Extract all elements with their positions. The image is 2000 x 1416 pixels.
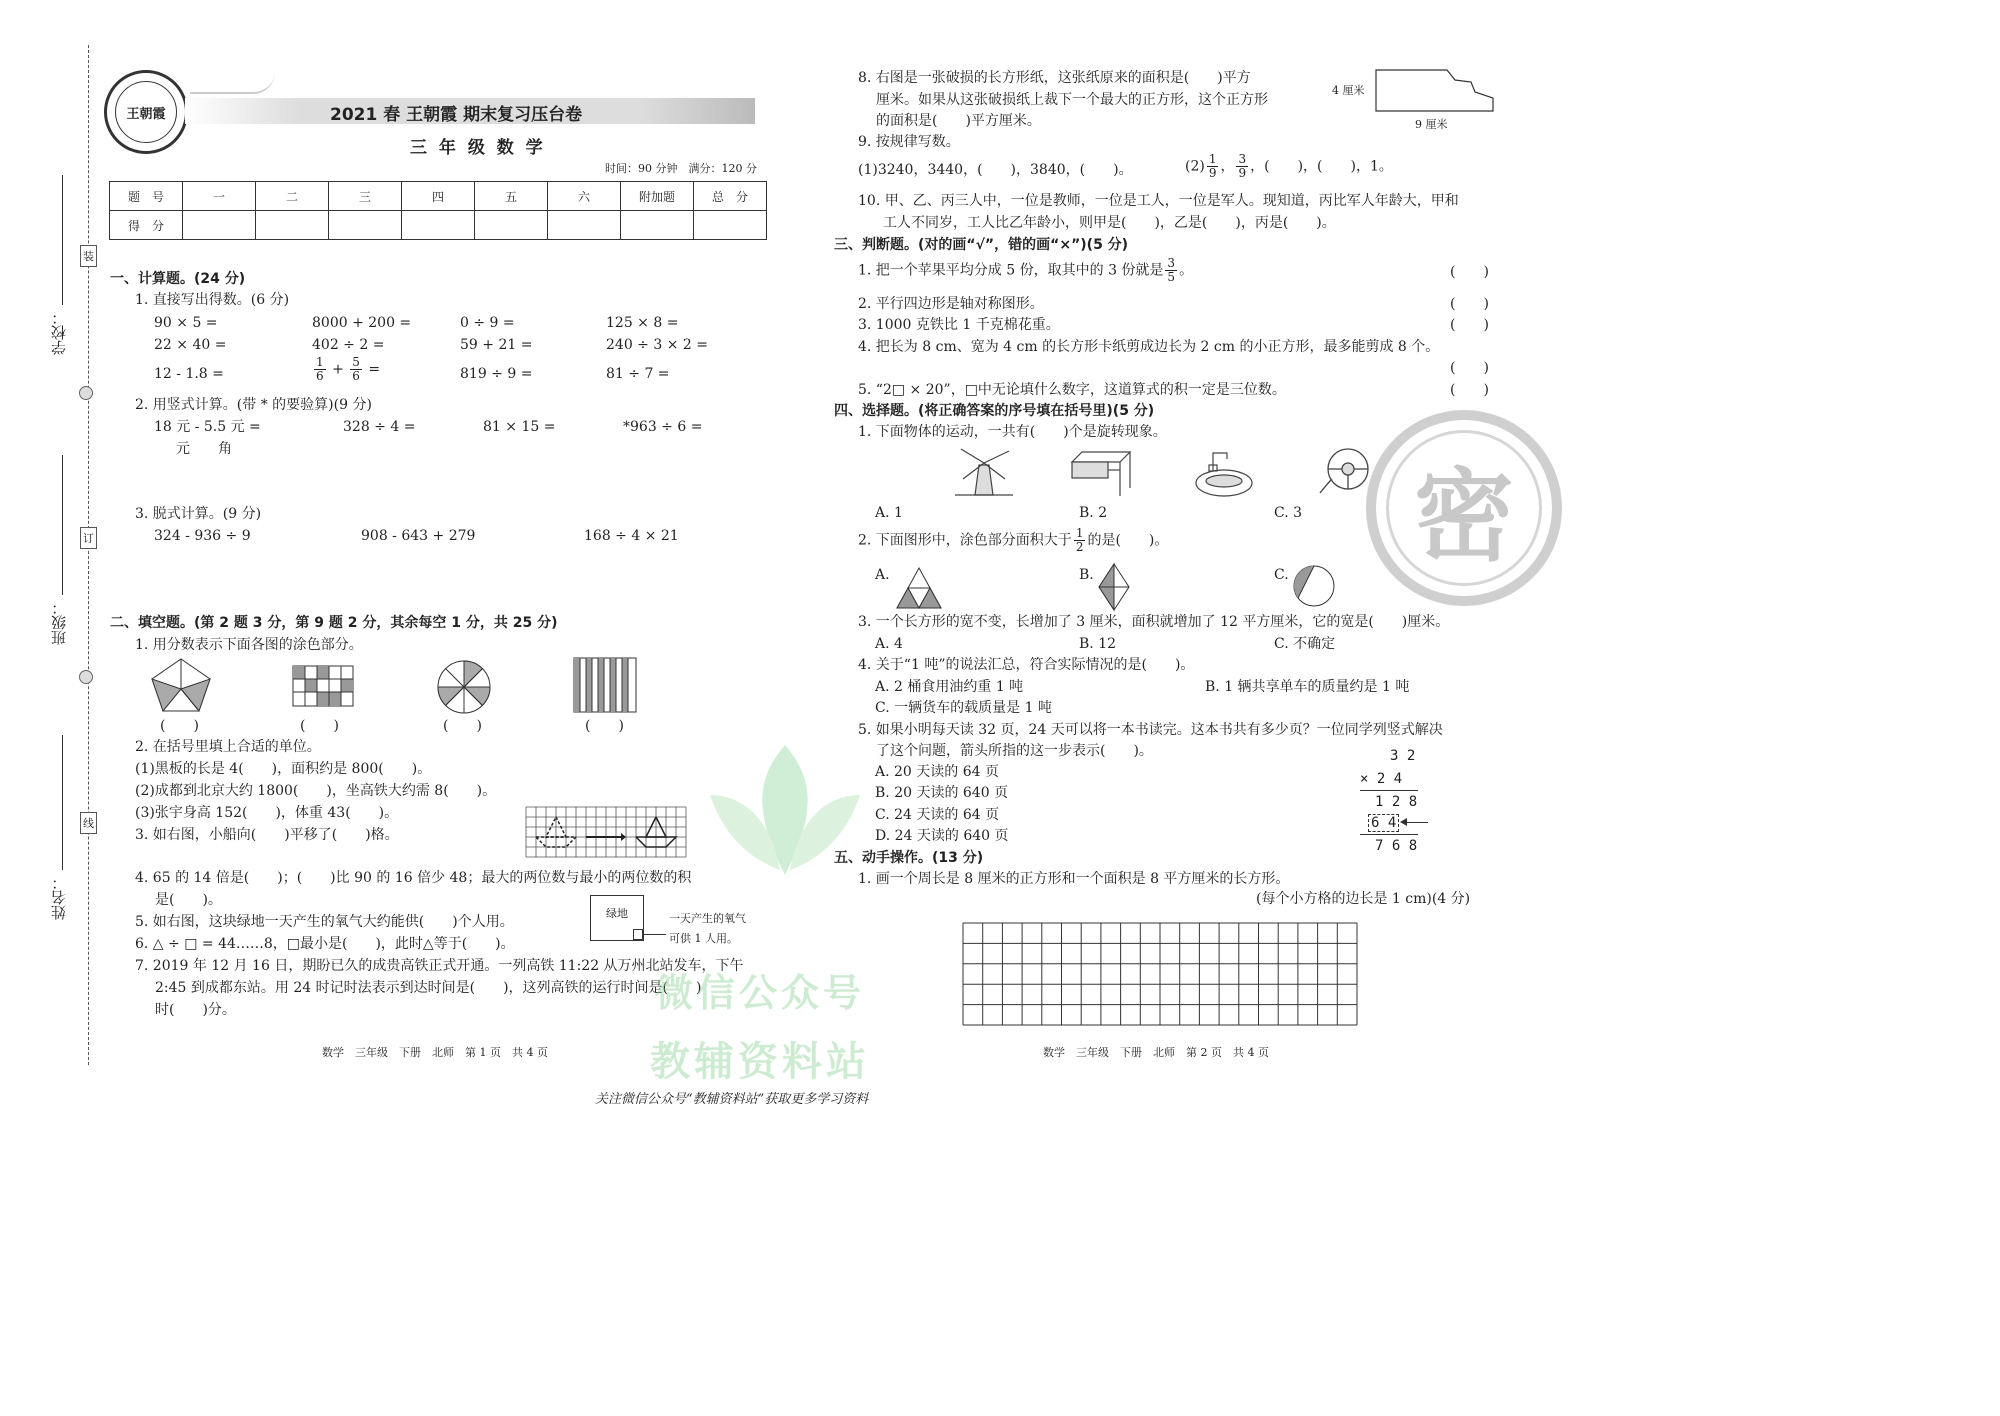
choice-option[interactable]: A. 1 xyxy=(875,505,903,521)
calc-item: 402 ÷ 2 = xyxy=(312,337,385,353)
score-table xyxy=(109,181,767,240)
s2-q7-line1: 7. 2019 年 12 月 16 日，期盼已久的成贵高铁正式开通。一列高铁 11:22 从万州北站发车，下午 xyxy=(135,958,744,974)
score-cell[interactable] xyxy=(402,211,475,240)
footer-page-1: 数学 三年级 下册 北师 第 1 页 共 4 页 xyxy=(322,1046,548,1059)
choice-3: 3. 一个长方形的宽不变，长增加了 3 厘米，面积就增加了 12 平方厘米，它的宽是( )厘米。 xyxy=(858,614,1450,630)
s2-q1: 1. 用分数表示下面各图的涂色部分。 xyxy=(135,637,363,653)
class-line xyxy=(62,455,63,595)
bottom-note: 关注微信公众号“教辅资料站”获取更多学习资料 xyxy=(595,1092,869,1107)
windmill-image-icon xyxy=(953,445,1015,497)
calc-item: 90 × 5 = xyxy=(154,315,218,331)
q10-line1: 10. 甲、乙、丙三人中，一位是教师，一位是工人，一位是军人。现知道，丙比军人年龄大，甲和 xyxy=(858,193,1459,209)
answer-blank[interactable]: ( ) xyxy=(300,718,339,734)
s2-q2a: (1)黑板的长是 4( )，面积约是 800( )。 xyxy=(135,761,432,777)
judge-1 xyxy=(858,257,1193,284)
calc-item: 59 + 21 = xyxy=(460,337,533,353)
score-cell[interactable] xyxy=(329,211,402,240)
section-5-title: 五、动手操作。(13 分) xyxy=(834,850,984,866)
oxygen-note-1: 一天产生的氧气 xyxy=(669,912,746,925)
score-cell[interactable] xyxy=(256,211,329,240)
drawing-grid[interactable] xyxy=(962,922,1358,1026)
score-table-header: 总 分 xyxy=(694,182,767,211)
denominator: 6 xyxy=(316,369,324,383)
choice-5-line1: 5. 如果小明每天读 32 页，24 天可以将一本书读完。这本书共有多少页？一位同学列竖式解决 xyxy=(858,722,1443,738)
calc-item: 819 ÷ 9 = xyxy=(460,366,533,382)
calc-item: 12 - 1.8 = xyxy=(154,366,224,382)
operation-1: 1. 画一个周长是 8 厘米的正方形和一个面积是 8 平方厘米的长方形。 xyxy=(858,871,1290,887)
vertical-mult-row: 1 2 8 xyxy=(1375,794,1418,810)
numerator: 3 xyxy=(1238,152,1247,166)
torn-paper-figure xyxy=(1375,68,1497,114)
vertical-calc-item: 18 元 - 5.5 元 = xyxy=(154,419,261,435)
operation-1-note: (每个小方格的边长是 1 cm)(4 分) xyxy=(1256,891,1471,907)
score-table-header: 附加题 xyxy=(621,182,694,211)
vertical-mult-line xyxy=(1360,790,1418,791)
binding-hole-icon xyxy=(79,670,93,684)
q9-part2-prefix: (2) xyxy=(1185,158,1205,175)
calc-item: 0 ÷ 9 = xyxy=(460,315,515,331)
binding-mark-xian: 线 xyxy=(80,812,97,834)
grid-rectangle-figure xyxy=(292,665,354,707)
circle-shape-figure xyxy=(1292,564,1336,608)
vertical-calc-item: *963 ÷ 6 = xyxy=(623,419,703,435)
judge-3: 3. 1000 克铁比 1 千克棉花重。 xyxy=(858,317,1060,333)
numerator: 1 xyxy=(1208,152,1217,166)
boat-translation-grid xyxy=(525,806,687,858)
vertical-mult-row: × 2 4 xyxy=(1360,771,1403,787)
answer-unit: 元 角 xyxy=(176,441,232,457)
vertical-calc-item: 81 × 15 = xyxy=(483,419,556,435)
score-cell[interactable] xyxy=(694,211,767,240)
numerator: 3 xyxy=(1167,256,1176,270)
denominator: 6 xyxy=(352,369,360,383)
q8-line2: 厘米。如果从这张破损纸上裁下一个最大的正方形，这个正方形 xyxy=(876,92,1268,108)
judge-answer-paren[interactable]: ( ) xyxy=(1450,382,1489,398)
watermark-logo-icon xyxy=(700,735,870,885)
watermark-line-2: 教辅资料站 xyxy=(650,1039,870,1085)
s2-q7-line2: 2:45 到成都东站。用 24 时记时法表示到达时间是( )，这列高铁的运行时间是( ) xyxy=(155,980,702,996)
denominator: 9 xyxy=(1238,166,1247,180)
footer-page-2: 数学 三年级 下册 北师 第 2 页 共 4 页 xyxy=(1043,1046,1269,1059)
mixed-calc-item: 908 - 643 + 279 xyxy=(361,528,476,544)
choice-option[interactable]: B. 1 辆共享单车的质量约是 1 吨 xyxy=(1205,679,1410,695)
s2-q6: 6. △ ÷ □ = 44……8，□最小是( )，此时△等于( )。 xyxy=(135,936,515,952)
choice-option[interactable]: A. 20 天读的 64 页 xyxy=(875,764,999,780)
q8-line1: 8. 右图是一张破损的长方形纸，这张纸原来的面积是( )平方 xyxy=(858,70,1251,86)
option-label[interactable]: C. xyxy=(1274,567,1289,583)
q9: 9. 按规律写数。 xyxy=(858,134,960,150)
answer-blank[interactable]: ( ) xyxy=(443,718,482,734)
judge-5: 5. “2□ × 20”，□中无论填什么数字，这道算式的积一定是三位数。 xyxy=(858,382,1286,398)
name-label: 姓名： xyxy=(50,875,68,920)
s1-q1: 1. 直接写出得数。(6 分) xyxy=(135,292,290,308)
calc-item: 125 × 8 = xyxy=(606,315,679,331)
choice-2 xyxy=(858,527,1168,554)
pentagon-figure xyxy=(150,657,212,713)
choice-1: 1. 下面物体的运动，一共有( )个是旋转现象。 xyxy=(858,424,1167,440)
q9-part1: (1)3240，3440，( )，3840，( )。 xyxy=(858,162,1133,178)
school-line xyxy=(62,175,63,305)
choice-option[interactable]: B. 2 xyxy=(1079,505,1108,521)
name-line xyxy=(62,735,63,870)
judge-1-text: 1. 把一个苹果平均分成 5 份，取其中的 3 份就是 xyxy=(858,262,1164,279)
judge-answer-paren[interactable]: ( ) xyxy=(1450,317,1489,333)
class-label: 班级： xyxy=(50,600,68,645)
watermark-line-1: 微信公众号 xyxy=(655,971,866,1015)
choice-5-line2: 了这个问题，箭头所指的这一步表示( )。 xyxy=(876,743,1153,759)
operator: + xyxy=(332,361,344,378)
section-3-title: 三、判断题。(对的画“√”，错的画“×”)(5 分) xyxy=(834,237,1129,253)
score-cell[interactable] xyxy=(183,211,256,240)
denominator: 9 xyxy=(1208,166,1217,180)
score-table-header: 一 xyxy=(183,182,256,211)
binding-mark-ding: 订 xyxy=(80,527,97,549)
s2-q3: 3. 如右图，小船向( )平移了( )格。 xyxy=(135,827,399,843)
choice-4: 4. 关于“1 吨”的说法汇总，符合实际情况的是( )。 xyxy=(858,657,1195,673)
choice-option[interactable]: A. 4 xyxy=(875,636,903,652)
calc-item: 8000 + 200 = xyxy=(312,315,412,331)
choice-2-end: 的是( )。 xyxy=(1087,532,1169,549)
score-table-header: 题 号 xyxy=(110,182,183,211)
exam-title: 2021 春 王朝霞 期末复习压台卷 xyxy=(330,105,583,125)
green-area-label: 绿地 xyxy=(606,907,628,920)
score-table-header: 四 xyxy=(402,182,475,211)
paper-width-label: 9 厘米 xyxy=(1415,118,1448,131)
oxygen-note-2: 可供 1 人用。 xyxy=(669,932,738,945)
score-table-header: 六 xyxy=(548,182,621,211)
calc-item-fraction xyxy=(312,356,380,383)
score-cell[interactable] xyxy=(475,211,548,240)
q10-line2: 工人不同岁，工人比乙年龄小，则甲是( )，乙是( )，丙是( )。 xyxy=(883,215,1336,231)
ribbon-decoration xyxy=(190,72,275,94)
q9-part2-suffix: ，( )，( )，1。 xyxy=(1250,158,1393,175)
judge-answer-paren[interactable]: ( ) xyxy=(1450,296,1489,312)
school-label: 学校： xyxy=(50,310,68,355)
s2-q4-line1: 4. 65 的 14 倍是( )；( )比 90 的 16 倍少 48；最大的两位数与最小的两位数的积 xyxy=(135,870,692,886)
s2-q7-line3: 时( )分。 xyxy=(155,1002,236,1018)
binding-mark-zhuang: 装 xyxy=(80,245,97,267)
score-table-header: 二 xyxy=(256,182,329,211)
pointer-line xyxy=(642,934,666,935)
logo-text: 王朝霞 xyxy=(115,81,177,143)
denominator: 2 xyxy=(1075,540,1084,554)
exam-subtitle: 三 年 级 数 学 xyxy=(410,138,546,158)
score-table-header: 三 xyxy=(329,182,402,211)
circle-sectors-figure xyxy=(436,659,492,715)
brand-logo xyxy=(104,70,188,154)
triangle-shape-figure xyxy=(895,566,943,610)
s2-q4-line2: 是( )。 xyxy=(155,892,222,908)
choice-option[interactable]: A. 2 桶食用油约重 1 吨 xyxy=(875,679,1024,695)
section-4-title: 四、选择题。(将正确答案的序号填在括号里)(5 分) xyxy=(834,403,1155,419)
q9-part2: (2) $\frac{1}{9}$ ， $\frac{3}{9}$ ，( )，( )，1。 xyxy=(1185,152,1393,180)
judge-4: 4. 把长为 8 cm、宽为 4 cm 的长方形卡纸剪成边长为 2 cm 的小正方形，最多能剪成 8 个。 xyxy=(858,339,1440,355)
section-1-title: 一、计算题。(24 分) xyxy=(110,271,246,287)
judge-answer-paren[interactable]: ( ) xyxy=(1450,360,1489,376)
option-label[interactable]: B. xyxy=(1079,567,1094,583)
numerator: 1 xyxy=(316,355,324,369)
score-table-header: 五 xyxy=(475,182,548,211)
judge-1-end: 。 xyxy=(1179,262,1194,279)
mixed-calc-item: 324 - 936 ÷ 9 xyxy=(154,528,251,544)
s1-q2: 2. 用竖式计算。(带 * 的要验算)(9 分) xyxy=(135,397,372,413)
secret-seal-stamp xyxy=(1366,410,1562,606)
paper-height-label: 4 厘米 xyxy=(1332,84,1365,97)
judge-answer-paren[interactable]: ( ) xyxy=(1450,264,1489,280)
binding-line xyxy=(88,45,89,1065)
q8-line3: 的面积是( )平方厘米。 xyxy=(876,113,1041,129)
section-2-title: 二、填空题。(第 2 题 3 分，第 9 题 2 分，其余每空 1 分，共 25 分) xyxy=(110,615,558,631)
numerator: 5 xyxy=(352,355,360,369)
choice-option[interactable]: C. 3 xyxy=(1274,505,1303,521)
choice-option[interactable]: C. 不确定 xyxy=(1274,636,1336,652)
equals: = xyxy=(368,361,381,378)
calc-item: 81 ÷ 7 = xyxy=(606,366,670,382)
s2-q2: 2. 在括号里填上合适的单位。 xyxy=(135,739,321,755)
vertical-mult-highlight: 6 4 xyxy=(1368,814,1399,832)
steering-wheel-image-icon xyxy=(1318,443,1374,499)
choice-option[interactable]: C. 一辆货车的载质量是 1 吨 xyxy=(875,700,1052,716)
drawer-image-icon xyxy=(1068,448,1136,498)
answer-blank[interactable]: ( ) xyxy=(585,718,624,734)
score-cell[interactable] xyxy=(621,211,694,240)
s1-q3: 3. 脱式计算。(9 分) xyxy=(135,506,262,522)
score-table-row-label: 得 分 xyxy=(110,211,183,240)
vertical-mult-row: 3 2 xyxy=(1390,748,1416,764)
numerator: 1 xyxy=(1075,526,1084,540)
vertical-mult-line xyxy=(1360,834,1418,835)
striped-rectangle-figure xyxy=(573,657,637,713)
denominator: 5 xyxy=(1167,270,1176,284)
arrow-left-icon xyxy=(1400,818,1407,826)
score-cell[interactable] xyxy=(548,211,621,240)
s2-q2b: (2)成都到北京大约 1800( )，坐高铁大约需 8( )。 xyxy=(135,783,497,799)
binding-hole-icon xyxy=(79,386,93,400)
answer-blank[interactable]: ( ) xyxy=(160,718,199,734)
choice-option[interactable]: D. 24 天读的 640 页 xyxy=(875,828,1009,844)
choice-option[interactable]: B. 12 xyxy=(1079,636,1117,652)
choice-option[interactable]: C. 24 天读的 64 页 xyxy=(875,807,1000,823)
faucet-sink-image-icon xyxy=(1193,447,1255,499)
vertical-calc-item: 328 ÷ 4 = xyxy=(343,419,416,435)
s2-q2c: (3)张宇身高 152( )，体重 43( )。 xyxy=(135,805,399,821)
rhombus-shape-figure xyxy=(1097,562,1131,612)
option-label[interactable]: A. xyxy=(875,567,890,583)
time-score-info: 时间：90 分钟 满分：120 分 xyxy=(605,162,757,175)
calc-item: 240 ÷ 3 × 2 = xyxy=(606,337,708,353)
calc-item: 22 × 40 = xyxy=(154,337,227,353)
s2-q5: 5. 如右图，这块绿地一天产生的氧气大约能供( )个人用。 xyxy=(135,914,514,930)
mixed-calc-item: 168 ÷ 4 × 21 xyxy=(584,528,679,544)
seal-character: 密 xyxy=(1386,430,1542,586)
choice-option[interactable]: B. 20 天读的 640 页 xyxy=(875,785,1009,801)
vertical-mult-row: 7 6 8 xyxy=(1375,838,1418,854)
choice-2-text: 2. 下面图形中，涂色部分面积大于 xyxy=(858,532,1072,549)
judge-2: 2. 平行四边形是轴对称图形。 xyxy=(858,296,1044,312)
